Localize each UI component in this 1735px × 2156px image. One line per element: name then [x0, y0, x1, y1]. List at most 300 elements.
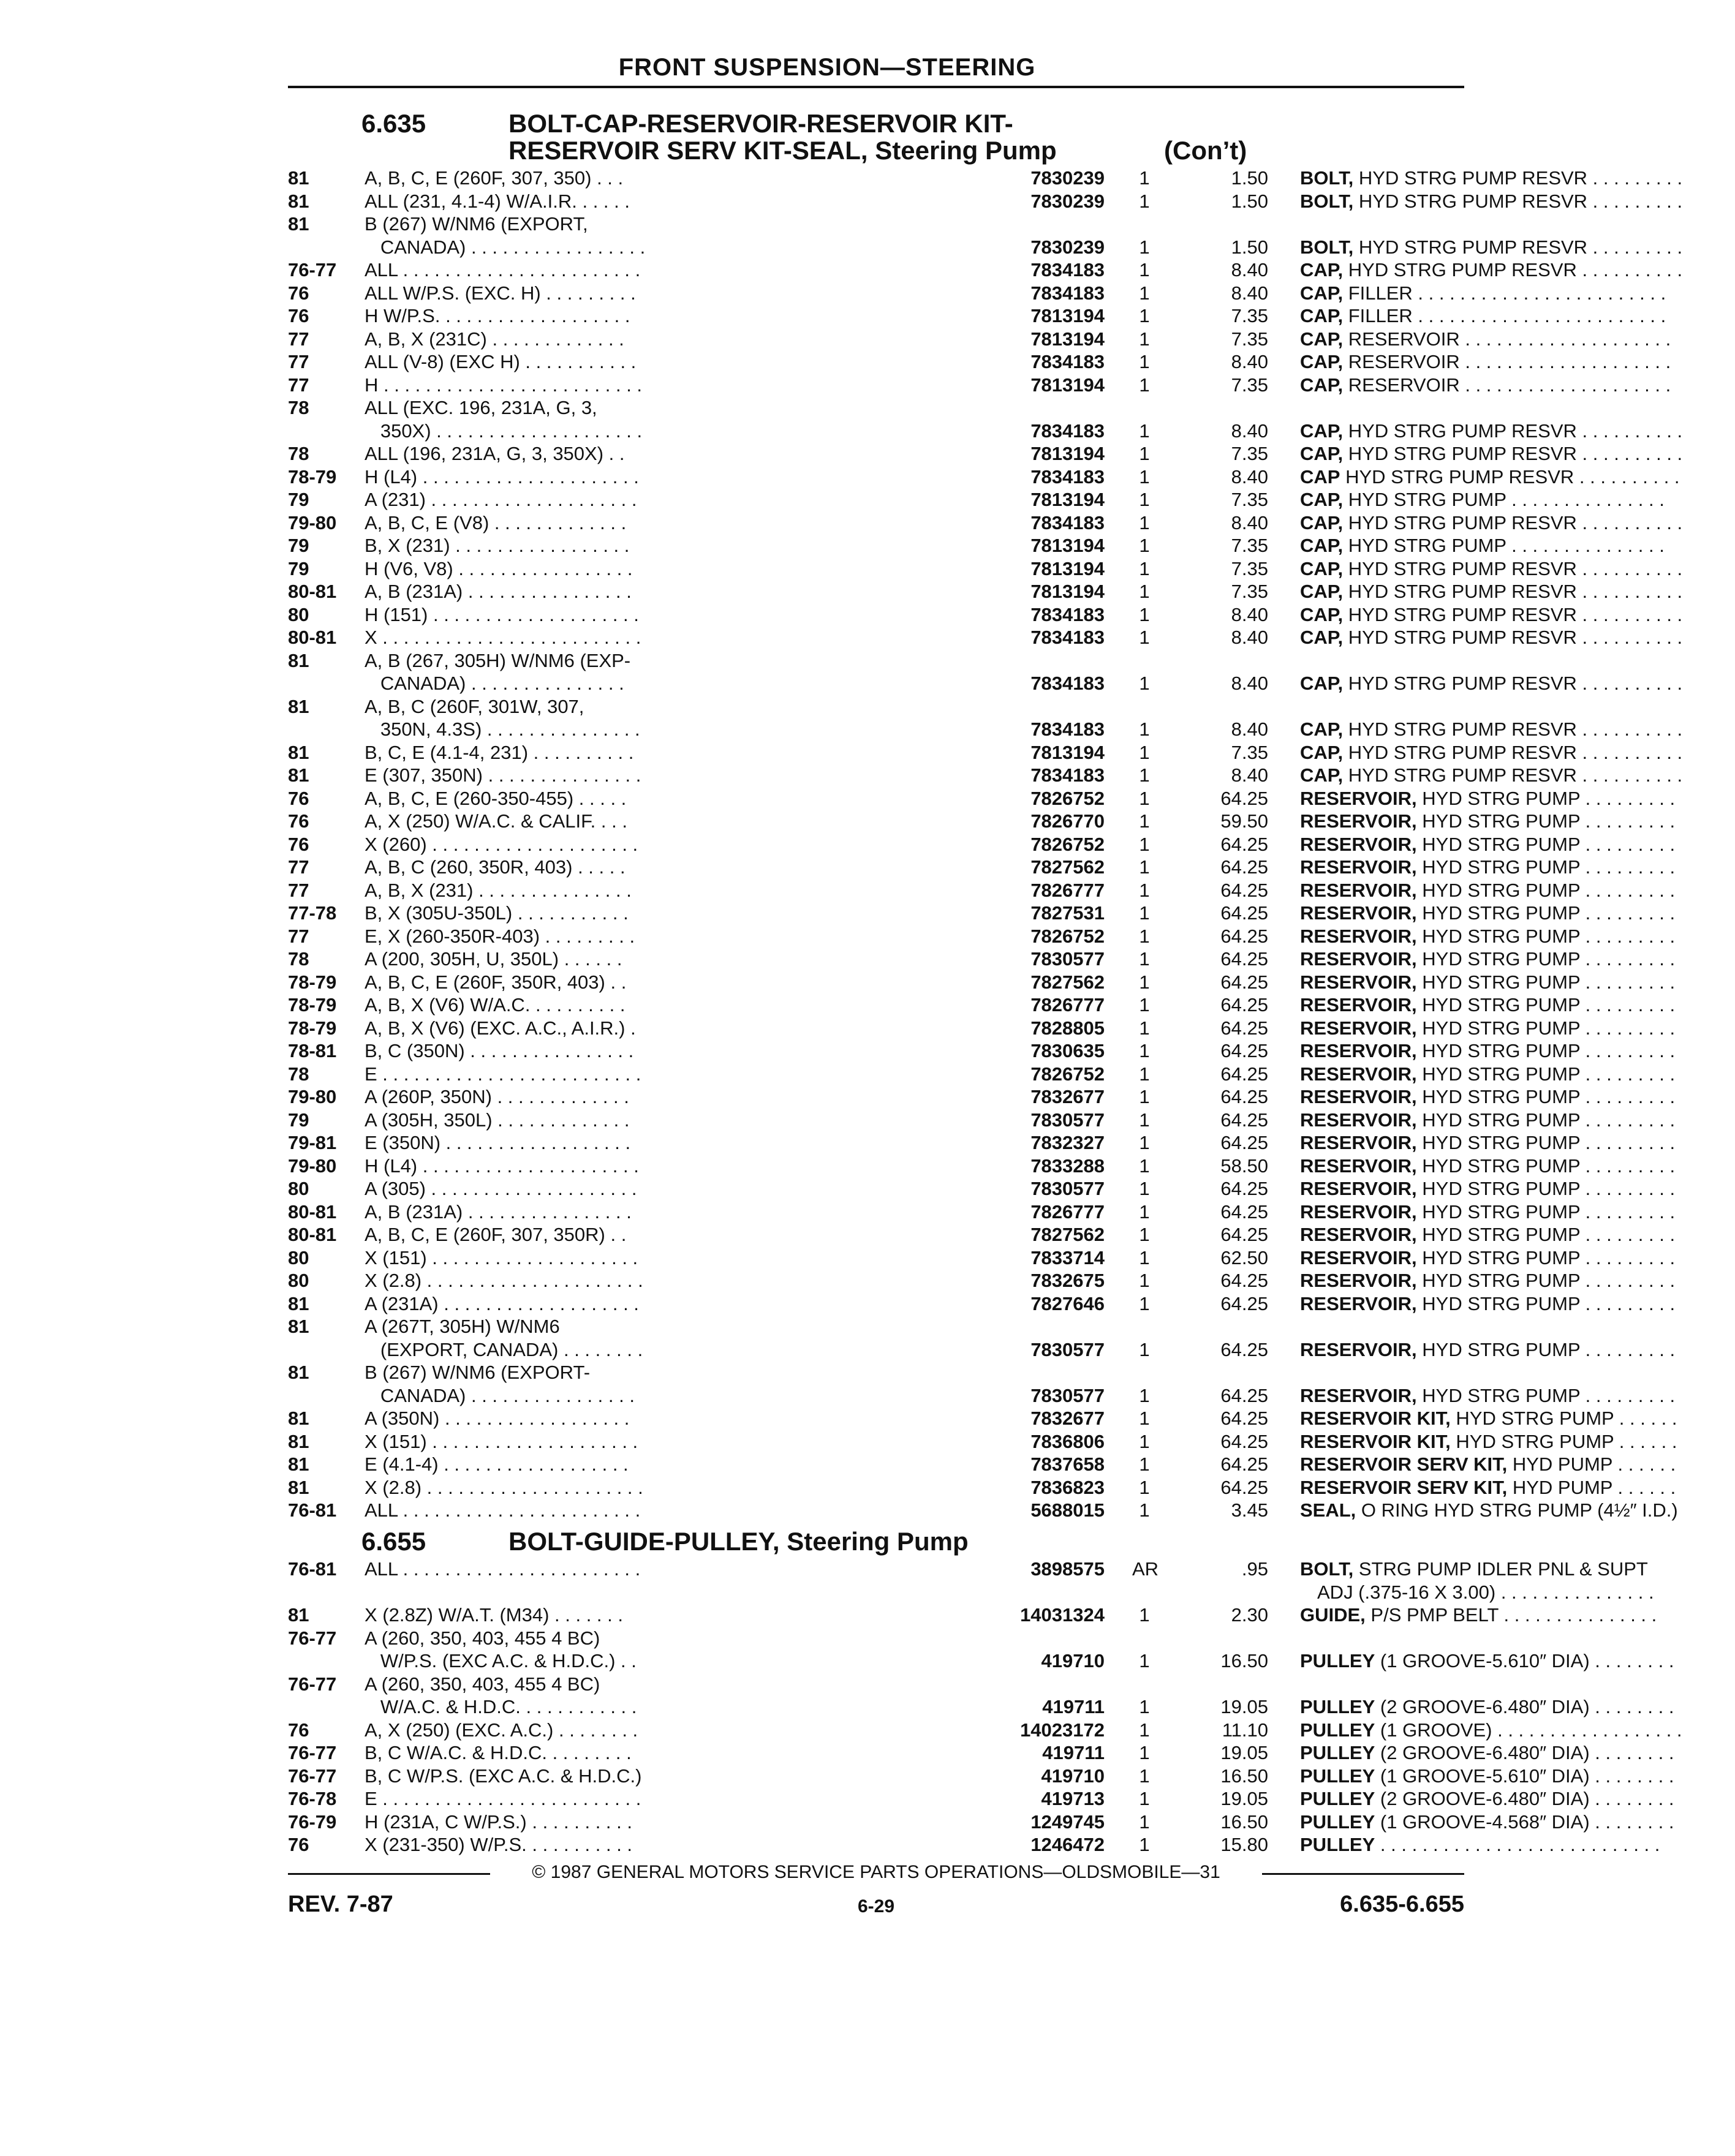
- application-line: ALL (196, 231A, G, 3, 350X) . .: [365, 443, 625, 464]
- price: 7.35: [1231, 328, 1268, 350]
- description: [1300, 787, 1735, 810]
- model-year: 76-77: [288, 1627, 337, 1649]
- description-keyword: RESERVOIR,: [1300, 1017, 1417, 1039]
- application-line: A, B, X (V6) W/A.C. . . . . . . . . .: [365, 994, 626, 1016]
- application: [365, 1177, 977, 1200]
- description-text: HYD STRG PUMP RESVR . . . . . . . . . .: [1343, 673, 1683, 694]
- page-title: FRONT SUSPENSION—STEERING: [618, 54, 1036, 81]
- description-keyword: RESERVOIR,: [1300, 948, 1417, 970]
- part-number: 14023172: [1020, 1719, 1105, 1741]
- model-year: 78: [288, 443, 309, 464]
- description: [1300, 442, 1735, 466]
- description: [1300, 167, 1735, 190]
- part-number: 419711: [1042, 1696, 1105, 1717]
- table-row: [288, 1833, 1660, 1856]
- part-number: 7826777: [1030, 994, 1105, 1016]
- application-line: A, B (231A) . . . . . . . . . . . . . . . .: [365, 581, 632, 602]
- description-text: (1 GROOVE-5.610″ DIA) . . . . . . . .: [1375, 1650, 1674, 1672]
- price: 8.40: [1231, 282, 1268, 304]
- application: [365, 993, 977, 1017]
- table-row: [288, 1017, 1676, 1040]
- model-year: 79: [288, 535, 309, 556]
- model-year: 76-77: [288, 1765, 337, 1787]
- description: [1300, 1384, 1735, 1408]
- table-row: [288, 466, 1680, 489]
- description-text: HYD STRG PUMP RESVR . . . . . . . . . .: [1340, 466, 1680, 488]
- description: [1300, 741, 1735, 764]
- application: [365, 1604, 977, 1627]
- price: 64.25: [1220, 856, 1268, 878]
- quantity: 1: [1139, 1719, 1150, 1741]
- price: 64.25: [1220, 902, 1268, 924]
- description-keyword: BOLT,: [1300, 236, 1354, 258]
- table-row: [288, 1627, 1674, 1673]
- description: [1300, 1246, 1735, 1270]
- quantity: 1: [1139, 1696, 1150, 1717]
- application: [365, 810, 977, 833]
- application: [365, 304, 977, 328]
- part-number: 7827562: [1030, 971, 1105, 993]
- description-text: HYD STRG PUMP . . . . . . . . .: [1416, 1178, 1676, 1199]
- application: [365, 190, 977, 213]
- description: [1300, 833, 1735, 856]
- description-keyword: RESERVOIR,: [1300, 856, 1417, 878]
- price: 8.40: [1231, 603, 1268, 625]
- model-year: 76: [288, 810, 309, 832]
- quantity: 1: [1139, 810, 1150, 832]
- application: [365, 1499, 977, 1522]
- description: [1300, 1292, 1735, 1316]
- table-row: [288, 1787, 1674, 1811]
- application-line: ALL (V-8) (EXC H) . . . . . . . . . . .: [365, 351, 637, 372]
- description-text: RESERVOIR . . . . . . . . . . . . . . . . . . . .: [1343, 328, 1671, 350]
- table-row: [288, 190, 1683, 213]
- description-keyword: BOLT,: [1300, 190, 1354, 212]
- application-line: H (L4) . . . . . . . . . . . . . . . . . . . . .: [365, 466, 639, 488]
- description-text: HYD STRG PUMP . . . . . .: [1450, 1430, 1677, 1452]
- description: [1300, 1741, 1735, 1765]
- price: 3.45: [1231, 1499, 1268, 1521]
- application-line: A (260, 350, 403, 455 4 BC): [365, 1627, 600, 1649]
- model-year: 78: [288, 1063, 309, 1085]
- part-number: 7830577: [1030, 1178, 1105, 1199]
- description-text: HYD STRG PUMP . . . . . . . . .: [1416, 902, 1676, 924]
- application-line: X (151) . . . . . . . . . . . . . . . . . . . .: [365, 1430, 638, 1452]
- application-line: E (4.1-4) . . . . . . . . . . . . . . . . . .: [365, 1453, 629, 1475]
- description: [1300, 856, 1735, 879]
- application: [365, 1719, 977, 1742]
- price: 64.25: [1220, 879, 1268, 901]
- table-row: [288, 374, 1671, 397]
- application-line: A, B, X (231C) . . . . . . . . . . . . .: [365, 328, 624, 350]
- application: [365, 258, 977, 282]
- section-number: 6.635: [361, 109, 426, 138]
- application-line: B (267) W/NM6 (EXPORT-: [365, 1362, 591, 1383]
- description: [1300, 466, 1735, 489]
- quantity: 1: [1139, 581, 1150, 602]
- quantity: 1: [1139, 1200, 1150, 1223]
- application: [365, 1787, 977, 1811]
- price: 64.25: [1220, 1178, 1268, 1199]
- description-text: HYD STRG PUMP . . . . . . . . .: [1416, 925, 1676, 947]
- table-row: [288, 1499, 1678, 1522]
- application: [365, 1017, 977, 1040]
- model-year: 77: [288, 856, 309, 878]
- model-year: 78: [288, 948, 309, 970]
- application-line: (EXPORT, CANADA) . . . . . . . .: [365, 1338, 643, 1360]
- application: [365, 649, 977, 695]
- part-number: 7813194: [1030, 557, 1105, 579]
- application: [365, 1200, 977, 1224]
- part-number: 7832327: [1030, 1132, 1105, 1153]
- quantity: 1: [1139, 305, 1150, 326]
- part-number: 7813194: [1030, 443, 1105, 464]
- description-keyword: RESERVOIR,: [1300, 810, 1417, 832]
- quantity: 1: [1139, 925, 1150, 947]
- description-text: RESERVOIR . . . . . . . . . . . . . . . . . . . .: [1343, 351, 1671, 372]
- model-year: 76: [288, 833, 309, 855]
- application-line: E . . . . . . . . . . . . . . . . . . . . . . . . .: [365, 1788, 641, 1809]
- quantity: 1: [1139, 1063, 1150, 1085]
- part-number: 7826777: [1030, 1200, 1105, 1223]
- quantity: 1: [1139, 374, 1150, 396]
- application-line: A, B, C, E (260-350-455) . . . . .: [365, 787, 627, 809]
- description-keyword: RESERVOIR SERV KIT,: [1300, 1453, 1508, 1475]
- description: [1300, 1063, 1735, 1086]
- price: 64.25: [1220, 787, 1268, 809]
- quantity: 1: [1139, 718, 1150, 740]
- table-row: [288, 1811, 1674, 1834]
- description-keyword: RESERVOIR,: [1300, 1246, 1417, 1268]
- application-line: A (305) . . . . . . . . . . . . . . . . . . . .: [365, 1178, 637, 1199]
- table-row: [288, 1558, 1654, 1604]
- table-row: [288, 1673, 1674, 1719]
- part-number: 14031324: [1020, 1604, 1105, 1626]
- description-keyword: PULLEY: [1300, 1788, 1375, 1809]
- price: .95: [1241, 1558, 1268, 1580]
- price: 64.25: [1220, 994, 1268, 1016]
- description-keyword: RESERVOIR,: [1300, 925, 1417, 947]
- price: 58.50: [1220, 1155, 1268, 1177]
- model-year: 79: [288, 489, 309, 510]
- description-keyword: RESERVOIR,: [1300, 1270, 1417, 1291]
- part-number: 7813194: [1030, 305, 1105, 326]
- model-year: 76-77: [288, 1742, 337, 1763]
- quantity: 1: [1139, 1338, 1150, 1360]
- description-keyword: CAP: [1300, 466, 1340, 488]
- price: 64.25: [1220, 971, 1268, 993]
- description-keyword: RESERVOIR,: [1300, 833, 1417, 855]
- description-text: HYD STRG PUMP RESVR . . . . . . . . . .: [1343, 511, 1683, 533]
- part-number: 7813194: [1030, 535, 1105, 556]
- part-number: 3898575: [1030, 1558, 1105, 1580]
- description: [1300, 1269, 1735, 1292]
- quantity: 1: [1139, 557, 1150, 579]
- description-keyword: CAP,: [1300, 511, 1344, 533]
- description: [1300, 603, 1735, 627]
- description-keyword: SEAL,: [1300, 1499, 1356, 1521]
- table-row: [288, 1109, 1676, 1132]
- quantity: 1: [1139, 1430, 1150, 1452]
- quantity: 1: [1139, 328, 1150, 350]
- description: [1300, 420, 1735, 443]
- table-row: [288, 741, 1683, 764]
- application-line: B, C W/A.C. & H.D.C. . . . . . . . .: [365, 1742, 632, 1763]
- part-number: 7833714: [1030, 1246, 1105, 1268]
- description: [1300, 879, 1735, 902]
- description: [1300, 948, 1735, 971]
- description-keyword: CAP,: [1300, 535, 1344, 556]
- section-title-continued: RESERVOIR SERV KIT-SEAL, Steering Pump: [508, 136, 1057, 165]
- application: [365, 695, 977, 741]
- quantity: 1: [1139, 511, 1150, 533]
- application-line: B, C (350N) . . . . . . . . . . . . . . . .: [365, 1040, 634, 1061]
- quantity: 1: [1139, 190, 1150, 212]
- application-line: A (260, 350, 403, 455 4 BC): [365, 1673, 600, 1695]
- quantity: 1: [1139, 971, 1150, 993]
- description: [1300, 902, 1735, 925]
- description-keyword: RESERVOIR,: [1300, 1155, 1417, 1177]
- description-text: (2 GROOVE-6.480″ DIA) . . . . . . . .: [1375, 1742, 1674, 1763]
- table-row: [288, 1765, 1674, 1788]
- part-number: 7813194: [1030, 489, 1105, 510]
- description-keyword: CAP,: [1300, 718, 1344, 740]
- application-line: A (260P, 350N) . . . . . . . . . . . . .: [365, 1086, 629, 1107]
- price: 64.25: [1220, 1086, 1268, 1107]
- quantity: 1: [1139, 1453, 1150, 1475]
- model-year: 81: [288, 1292, 309, 1314]
- description: [1300, 925, 1735, 948]
- table-row: [288, 993, 1676, 1017]
- application-line: X (231-350) W/P.S. . . . . . . . . . .: [365, 1834, 633, 1855]
- model-year: 76: [288, 787, 309, 809]
- quantity: 1: [1139, 741, 1150, 763]
- description-text: (2 GROOVE-6.480″ DIA) . . . . . . . .: [1375, 1696, 1674, 1717]
- price: 8.40: [1231, 259, 1268, 281]
- description-text: HYD STRG PUMP . . . . . . . . .: [1416, 1292, 1676, 1314]
- table-row: [288, 396, 1683, 442]
- description-text: HYD STRG PUMP . . . . . . . . .: [1416, 1017, 1676, 1039]
- description-text: (2 GROOVE-6.480″ DIA) . . . . . . . .: [1375, 1788, 1674, 1809]
- part-number: 419710: [1041, 1765, 1105, 1787]
- quantity: 1: [1139, 443, 1150, 464]
- description: [1300, 304, 1735, 328]
- application: [365, 948, 977, 971]
- part-number: 7834183: [1030, 764, 1105, 786]
- price: 19.05: [1220, 1742, 1268, 1763]
- description-keyword: RESERVOIR,: [1300, 1132, 1417, 1153]
- description: [1300, 1833, 1735, 1856]
- model-year: 77: [288, 328, 309, 350]
- description-keyword: PULLEY: [1300, 1742, 1375, 1763]
- application: [365, 1223, 977, 1246]
- price: 64.25: [1220, 1270, 1268, 1291]
- header-rule: [288, 86, 1464, 88]
- table-row: [288, 1039, 1676, 1063]
- part-number: 419711: [1042, 1742, 1105, 1763]
- application: [365, 902, 977, 925]
- price: 64.25: [1220, 1109, 1268, 1131]
- description-text: HYD STRG PUMP RESVR . . . . . . . . . .: [1343, 627, 1683, 648]
- quantity: 1: [1139, 1086, 1150, 1107]
- application-line: B, C W/P.S. (EXC A.C. & H.D.C.): [365, 1765, 642, 1787]
- description-text: HYD STRG PUMP . . . . . . . . .: [1416, 856, 1676, 878]
- part-number: 7826752: [1030, 925, 1105, 947]
- description-keyword: CAP,: [1300, 741, 1344, 763]
- section-heading: [361, 1527, 1464, 1556]
- application-line: ALL W/P.S. (EXC. H) . . . . . . . . .: [365, 282, 636, 304]
- quantity: 1: [1139, 994, 1150, 1016]
- application: [365, 741, 977, 764]
- description: [1300, 1407, 1735, 1430]
- table-row: [288, 534, 1665, 557]
- model-year: 79-81: [288, 1132, 337, 1153]
- application-line: A, B, C (260, 350R, 403) . . . . .: [365, 856, 626, 878]
- application: [365, 167, 977, 190]
- description-keyword: CAP,: [1300, 764, 1344, 786]
- price: 7.35: [1231, 489, 1268, 510]
- price: 64.25: [1220, 1017, 1268, 1039]
- model-year: 76-81: [288, 1558, 337, 1580]
- table-row: [288, 649, 1683, 695]
- model-year: 78-79: [288, 466, 337, 488]
- application-line: X (260) . . . . . . . . . . . . . . . . . . . .: [365, 833, 638, 855]
- model-year: 81: [288, 1408, 309, 1429]
- model-year: 81: [288, 764, 309, 786]
- price: 1.50: [1231, 167, 1268, 189]
- description-text: HYD STRG PUMP RESVR . . . . . . . . . .: [1343, 443, 1683, 464]
- quantity: 1: [1139, 902, 1150, 924]
- description-text: HYD STRG PUMP . . . . . . . . .: [1416, 1338, 1676, 1360]
- description-text: HYD STRG PUMP RESVR . . . . . . . . .: [1353, 190, 1683, 212]
- table-row: [288, 258, 1683, 282]
- quantity: 1: [1139, 1109, 1150, 1131]
- table-row: [288, 1223, 1676, 1246]
- description-text: HYD STRG PUMP . . . . . . . . .: [1416, 1270, 1676, 1291]
- part-number: 7830577: [1030, 1338, 1105, 1360]
- description-text: HYD STRG PUMP . . . . . . . . .: [1416, 994, 1676, 1016]
- description-keyword: CAP,: [1300, 282, 1344, 304]
- price: 64.25: [1220, 1408, 1268, 1429]
- description: [1300, 1811, 1735, 1834]
- application-line: H W/P.S. . . . . . . . . . . . . . . . . . .: [365, 305, 630, 326]
- part-number: 7827562: [1030, 1224, 1105, 1245]
- part-number: 7827562: [1030, 856, 1105, 878]
- part-number: 7836806: [1030, 1430, 1105, 1452]
- part-number: 7834183: [1030, 466, 1105, 488]
- part-number: 7832675: [1030, 1270, 1105, 1291]
- application: [365, 1063, 977, 1086]
- table-row: [288, 1063, 1676, 1086]
- description: [1300, 1604, 1735, 1627]
- model-year: 77: [288, 925, 309, 947]
- model-year: 78-79: [288, 1017, 337, 1039]
- price: 64.25: [1220, 1292, 1268, 1314]
- price: 8.40: [1231, 466, 1268, 488]
- table-row: [288, 1719, 1682, 1742]
- table-row: [288, 810, 1676, 833]
- description-keyword: RESERVOIR,: [1300, 1109, 1417, 1131]
- model-year: 76-77: [288, 1673, 337, 1695]
- application: [365, 1833, 977, 1856]
- application-line: A (231A) . . . . . . . . . . . . . . . . . . .: [365, 1292, 639, 1314]
- model-year: 77: [288, 374, 309, 396]
- quantity: 1: [1139, 1765, 1150, 1787]
- model-year: 77-78: [288, 902, 337, 924]
- application-line: A (231) . . . . . . . . . . . . . . . . . . . .: [365, 489, 637, 510]
- table-row: [288, 1177, 1676, 1200]
- quantity: 1: [1139, 1384, 1150, 1406]
- description-text: HYD STRG PUMP . . . . . . . . .: [1416, 1246, 1676, 1268]
- description: [1300, 1430, 1735, 1453]
- description-keyword: CAP,: [1300, 603, 1344, 625]
- description: [1300, 328, 1735, 351]
- description-text: HYD STRG PUMP . . . . . .: [1450, 1408, 1677, 1429]
- quantity: 1: [1139, 1788, 1150, 1809]
- price: 8.40: [1231, 627, 1268, 648]
- application: [365, 580, 977, 603]
- price: 7.35: [1231, 535, 1268, 556]
- model-year: 81: [288, 695, 309, 717]
- table-row: [288, 1315, 1676, 1361]
- quantity: 1: [1139, 282, 1150, 304]
- model-year: 80: [288, 603, 309, 625]
- description: [1300, 1476, 1735, 1499]
- description-text: HYD STRG PUMP RESVR . . . . . . . . . .: [1343, 764, 1683, 786]
- part-number: 7830239: [1030, 190, 1105, 212]
- model-year: 79-80: [288, 1086, 337, 1107]
- model-year: 76-78: [288, 1788, 337, 1809]
- description-text: HYD STRG PUMP . . . . . . . . .: [1416, 1109, 1676, 1131]
- description: [1300, 1787, 1735, 1811]
- description-text: HYD STRG PUMP . . . . . . . . .: [1416, 971, 1676, 993]
- description-keyword: CAP,: [1300, 627, 1344, 648]
- model-year: 81: [288, 1362, 309, 1383]
- price: 8.40: [1231, 764, 1268, 786]
- model-year: 81: [288, 1430, 309, 1452]
- table-row: [288, 213, 1683, 258]
- description: [1300, 626, 1735, 649]
- description-keyword: RESERVOIR,: [1300, 1063, 1417, 1085]
- application: [365, 534, 977, 557]
- part-number: 7834183: [1030, 282, 1105, 304]
- description-text: HYD STRG PUMP . . . . . . . . .: [1416, 810, 1676, 832]
- application: [365, 1039, 977, 1063]
- model-year: 80-81: [288, 581, 337, 602]
- table-row: [288, 787, 1676, 810]
- model-year: 79-80: [288, 511, 337, 533]
- application-line: B (267) W/NM6 (EXPORT,: [365, 213, 588, 235]
- part-number: 7834183: [1030, 627, 1105, 648]
- application: [365, 1476, 977, 1499]
- description-keyword: RESERVOIR,: [1300, 787, 1417, 809]
- description-text: (1 GROOVE-4.568″ DIA) . . . . . . . .: [1375, 1811, 1674, 1833]
- price: 8.40: [1231, 718, 1268, 740]
- application: [365, 1741, 977, 1765]
- quantity: 1: [1139, 259, 1150, 281]
- description: [1300, 1131, 1735, 1155]
- part-number: 7830635: [1030, 1040, 1105, 1061]
- quantity: 1: [1139, 1270, 1150, 1291]
- application-line: H (151) . . . . . . . . . . . . . . . . . . . .: [365, 603, 639, 625]
- price: 7.35: [1231, 557, 1268, 579]
- table-row: [288, 1246, 1676, 1270]
- description-keyword: CAP,: [1300, 443, 1344, 464]
- application: [365, 1673, 977, 1719]
- description-keyword: CAP,: [1300, 328, 1344, 350]
- price: 64.25: [1220, 1224, 1268, 1245]
- part-number: 7813194: [1030, 581, 1105, 602]
